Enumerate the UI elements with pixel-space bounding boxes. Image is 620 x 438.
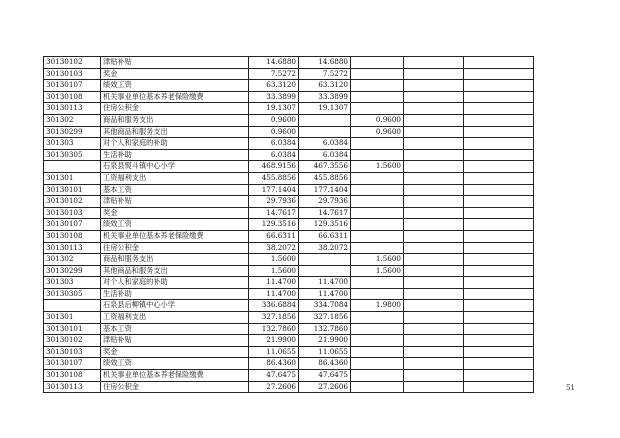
table-row [44, 288, 534, 300]
total-amount-cell: 27.2606 [249, 381, 299, 393]
total-amount-cell: 6.0384 [249, 149, 299, 161]
total-amount-cell: 6.0384 [249, 138, 299, 150]
total-amount-cell: 14.6880 [249, 57, 299, 69]
empty-cell [464, 207, 534, 219]
empty-cell [464, 91, 534, 103]
account-code-cell: 30130113 [44, 242, 101, 254]
empty-cell [404, 138, 464, 150]
account-name-cell: 奖金 [101, 346, 249, 358]
basic-expenditure-cell [299, 254, 351, 266]
basic-expenditure-cell: 6.0384 [299, 138, 351, 150]
empty-cell [464, 149, 534, 161]
account-code-cell: 30130103 [44, 68, 101, 80]
basic-expenditure-cell: 129.3516 [299, 219, 351, 231]
empty-cell [404, 161, 464, 173]
basic-expenditure-cell: 63.3120 [299, 80, 351, 92]
empty-cell [404, 323, 464, 335]
empty-cell [404, 358, 464, 370]
empty-cell [464, 335, 534, 347]
total-amount-cell: 11.4700 [249, 277, 299, 289]
account-code-cell: 30130299 [44, 265, 101, 277]
basic-expenditure-cell: 11.0655 [299, 346, 351, 358]
account-name-cell: 奖金 [101, 207, 249, 219]
table-row [44, 68, 534, 80]
project-expenditure-cell: 0.9600 [351, 126, 404, 138]
empty-cell [464, 277, 534, 289]
table-row [44, 114, 534, 126]
account-name-cell: 住房公积金 [101, 242, 249, 254]
account-name-cell: 对个人和家庭的补助 [101, 138, 249, 150]
total-amount-cell: 33.3899 [249, 91, 299, 103]
empty-cell [464, 230, 534, 242]
project-expenditure-cell [351, 230, 404, 242]
empty-cell [404, 68, 464, 80]
table-row [44, 254, 534, 266]
account-name-cell: 津贴补贴 [101, 57, 249, 69]
basic-expenditure-cell: 38.2072 [299, 242, 351, 254]
basic-expenditure-cell: 21.9900 [299, 335, 351, 347]
empty-cell [464, 288, 534, 300]
table-row [44, 370, 534, 382]
total-amount-cell: 177.1404 [249, 184, 299, 196]
empty-cell [404, 381, 464, 393]
total-amount-cell: 336.6884 [249, 300, 299, 312]
total-amount-cell: 11.4700 [249, 288, 299, 300]
total-amount-cell: 0.9600 [249, 114, 299, 126]
table-row [44, 358, 534, 370]
project-expenditure-cell [351, 138, 404, 150]
empty-cell [404, 114, 464, 126]
total-amount-cell: 66.6311 [249, 230, 299, 242]
table-row [44, 80, 534, 92]
empty-cell [464, 242, 534, 254]
project-expenditure-cell [351, 346, 404, 358]
table-row [44, 312, 534, 324]
empty-cell [404, 312, 464, 324]
total-amount-cell: 468.9156 [249, 161, 299, 173]
basic-expenditure-cell: 467.3556 [299, 161, 351, 173]
project-expenditure-cell [351, 381, 404, 393]
project-expenditure-cell [351, 335, 404, 347]
account-code-cell: 30130113 [44, 381, 101, 393]
total-amount-cell: 1.5600 [249, 265, 299, 277]
project-expenditure-cell [351, 80, 404, 92]
project-expenditure-cell [351, 57, 404, 69]
account-code-cell: 301302 [44, 114, 101, 126]
account-name-cell: 津贴补贴 [101, 196, 249, 208]
basic-expenditure-cell [299, 114, 351, 126]
empty-cell [464, 346, 534, 358]
empty-cell [404, 80, 464, 92]
table-row [44, 335, 534, 347]
empty-cell [404, 254, 464, 266]
account-name-cell: 绩效工资 [101, 80, 249, 92]
project-expenditure-cell [351, 242, 404, 254]
empty-cell [404, 207, 464, 219]
account-code-cell: 30130107 [44, 80, 101, 92]
total-amount-cell: 132.7860 [249, 323, 299, 335]
account-name-cell: 生活补助 [101, 149, 249, 161]
empty-cell [464, 358, 534, 370]
account-name-cell: 石泉县后柳镇中心小学 [101, 300, 249, 312]
account-name-cell: 绩效工资 [101, 358, 249, 370]
table-row [44, 230, 534, 242]
basic-expenditure-cell: 27.2606 [299, 381, 351, 393]
account-code-cell: 30130102 [44, 335, 101, 347]
table-row [44, 242, 534, 254]
table-body [44, 57, 534, 393]
basic-expenditure-cell: 29.7936 [299, 196, 351, 208]
account-name-cell: 机关事业单位基本养老保险缴费 [101, 91, 249, 103]
account-name-cell: 商品和服务支出 [101, 254, 249, 266]
basic-expenditure-cell: 33.3899 [299, 91, 351, 103]
basic-expenditure-cell: 14.6880 [299, 57, 351, 69]
account-code-cell [44, 300, 101, 312]
project-expenditure-cell: 0.9600 [351, 114, 404, 126]
empty-cell [464, 219, 534, 231]
account-code-cell: 30130103 [44, 207, 101, 219]
empty-cell [464, 126, 534, 138]
empty-cell [464, 114, 534, 126]
basic-expenditure-cell: 455.8856 [299, 172, 351, 184]
account-name-cell: 其他商品和服务支出 [101, 265, 249, 277]
account-name-cell: 石泉县熨斗镇中心小学 [101, 161, 249, 173]
empty-cell [464, 323, 534, 335]
empty-cell [404, 288, 464, 300]
empty-cell [404, 277, 464, 289]
account-code-cell: 30130101 [44, 184, 101, 196]
basic-expenditure-cell: 47.6475 [299, 370, 351, 382]
empty-cell [464, 265, 534, 277]
total-amount-cell: 19.1307 [249, 103, 299, 115]
basic-expenditure-cell: 6.0384 [299, 149, 351, 161]
basic-expenditure-cell: 7.5272 [299, 68, 351, 80]
account-name-cell: 对个人和家庭的补助 [101, 277, 249, 289]
account-name-cell: 机关事业单位基本养老保险缴费 [101, 370, 249, 382]
total-amount-cell: 327.1856 [249, 312, 299, 324]
empty-cell [404, 346, 464, 358]
project-expenditure-cell: 1.9800 [351, 300, 404, 312]
table-row [44, 381, 534, 393]
project-expenditure-cell: 1.5600 [351, 161, 404, 173]
empty-cell [404, 265, 464, 277]
account-name-cell: 生活补助 [101, 288, 249, 300]
project-expenditure-cell [351, 219, 404, 231]
account-name-cell: 奖金 [101, 68, 249, 80]
total-amount-cell: 29.7936 [249, 196, 299, 208]
basic-expenditure-cell [299, 265, 351, 277]
empty-cell [464, 370, 534, 382]
account-name-cell: 基本工资 [101, 184, 249, 196]
table-row [44, 149, 534, 161]
basic-expenditure-cell [299, 126, 351, 138]
empty-cell [464, 196, 534, 208]
account-code-cell [44, 161, 101, 173]
table-row [44, 138, 534, 150]
account-code-cell: 30130107 [44, 358, 101, 370]
empty-cell [464, 184, 534, 196]
account-code-cell: 30130299 [44, 126, 101, 138]
total-amount-cell: 7.5272 [249, 68, 299, 80]
project-expenditure-cell [351, 184, 404, 196]
empty-cell [404, 370, 464, 382]
empty-cell [464, 80, 534, 92]
table-row [44, 126, 534, 138]
table-row [44, 207, 534, 219]
empty-cell [404, 172, 464, 184]
account-name-cell: 基本工资 [101, 323, 249, 335]
empty-cell [404, 149, 464, 161]
account-code-cell: 30130113 [44, 103, 101, 115]
total-amount-cell: 47.6475 [249, 370, 299, 382]
project-expenditure-cell [351, 68, 404, 80]
basic-expenditure-cell: 14.7617 [299, 207, 351, 219]
empty-cell [464, 381, 534, 393]
table-row [44, 184, 534, 196]
basic-expenditure-cell: 86.4360 [299, 358, 351, 370]
total-amount-cell: 455.8856 [249, 172, 299, 184]
total-amount-cell: 86.4360 [249, 358, 299, 370]
empty-cell [464, 172, 534, 184]
basic-expenditure-cell: 11.4700 [299, 288, 351, 300]
account-code-cell: 30130107 [44, 219, 101, 231]
empty-cell [464, 138, 534, 150]
empty-cell [464, 68, 534, 80]
total-amount-cell: 129.3516 [249, 219, 299, 231]
project-expenditure-cell [351, 288, 404, 300]
empty-cell [404, 91, 464, 103]
empty-cell [464, 300, 534, 312]
empty-cell [464, 254, 534, 266]
account-code-cell: 30130305 [44, 149, 101, 161]
account-code-cell: 301301 [44, 172, 101, 184]
project-expenditure-cell [351, 196, 404, 208]
basic-expenditure-cell: 11.4700 [299, 277, 351, 289]
empty-cell [404, 242, 464, 254]
total-amount-cell: 14.7617 [249, 207, 299, 219]
account-code-cell: 30130101 [44, 323, 101, 335]
account-code-cell: 301303 [44, 277, 101, 289]
account-name-cell: 津贴补贴 [101, 335, 249, 347]
project-expenditure-cell [351, 370, 404, 382]
table-row [44, 196, 534, 208]
total-amount-cell: 1.5600 [249, 254, 299, 266]
account-code-cell: 30130108 [44, 91, 101, 103]
empty-cell [404, 300, 464, 312]
project-expenditure-cell [351, 103, 404, 115]
project-expenditure-cell: 1.5600 [351, 254, 404, 266]
basic-expenditure-cell: 66.6311 [299, 230, 351, 242]
budget-table [43, 56, 534, 393]
empty-cell [464, 312, 534, 324]
account-name-cell: 工资福利支出 [101, 312, 249, 324]
basic-expenditure-cell: 132.7860 [299, 323, 351, 335]
empty-cell [404, 219, 464, 231]
table-row [44, 219, 534, 231]
project-expenditure-cell: 1.5600 [351, 265, 404, 277]
basic-expenditure-cell: 327.1856 [299, 312, 351, 324]
total-amount-cell: 21.9900 [249, 335, 299, 347]
empty-cell [404, 230, 464, 242]
empty-cell [404, 184, 464, 196]
account-code-cell: 30130102 [44, 57, 101, 69]
account-code-cell: 30130108 [44, 230, 101, 242]
account-code-cell: 301302 [44, 254, 101, 266]
table-row [44, 172, 534, 184]
project-expenditure-cell [351, 277, 404, 289]
empty-cell [404, 335, 464, 347]
account-name-cell: 绩效工资 [101, 219, 249, 231]
table-row [44, 346, 534, 358]
project-expenditure-cell [351, 207, 404, 219]
table-row [44, 277, 534, 289]
table-row [44, 323, 534, 335]
account-name-cell: 住房公积金 [101, 103, 249, 115]
project-expenditure-cell [351, 91, 404, 103]
account-name-cell: 住房公积金 [101, 381, 249, 393]
table-row [44, 91, 534, 103]
basic-expenditure-cell: 334.7084 [299, 300, 351, 312]
total-amount-cell: 0.9600 [249, 126, 299, 138]
total-amount-cell: 38.2072 [249, 242, 299, 254]
account-code-cell: 301303 [44, 138, 101, 150]
account-code-cell: 30130103 [44, 346, 101, 358]
empty-cell [464, 57, 534, 69]
empty-cell [404, 126, 464, 138]
account-code-cell: 301301 [44, 312, 101, 324]
basic-expenditure-cell: 177.1404 [299, 184, 351, 196]
project-expenditure-cell [351, 312, 404, 324]
account-name-cell: 商品和服务支出 [101, 114, 249, 126]
table-row [44, 57, 534, 69]
empty-cell [404, 57, 464, 69]
empty-cell [464, 161, 534, 173]
account-code-cell: 30130108 [44, 370, 101, 382]
project-expenditure-cell [351, 323, 404, 335]
account-name-cell: 其他商品和服务支出 [101, 126, 249, 138]
table-row [44, 265, 534, 277]
basic-expenditure-cell: 19.1307 [299, 103, 351, 115]
table-row [44, 103, 534, 115]
account-name-cell: 工资福利支出 [101, 172, 249, 184]
page-number: 51 [566, 384, 575, 392]
project-expenditure-cell [351, 172, 404, 184]
table-row [44, 300, 534, 312]
account-code-cell: 30130102 [44, 196, 101, 208]
account-name-cell: 机关事业单位基本养老保险缴费 [101, 230, 249, 242]
table-row [44, 161, 534, 173]
total-amount-cell: 63.3120 [249, 80, 299, 92]
account-code-cell: 30130305 [44, 288, 101, 300]
empty-cell [404, 196, 464, 208]
project-expenditure-cell [351, 358, 404, 370]
empty-cell [404, 103, 464, 115]
empty-cell [464, 103, 534, 115]
project-expenditure-cell [351, 149, 404, 161]
total-amount-cell: 11.0655 [249, 346, 299, 358]
